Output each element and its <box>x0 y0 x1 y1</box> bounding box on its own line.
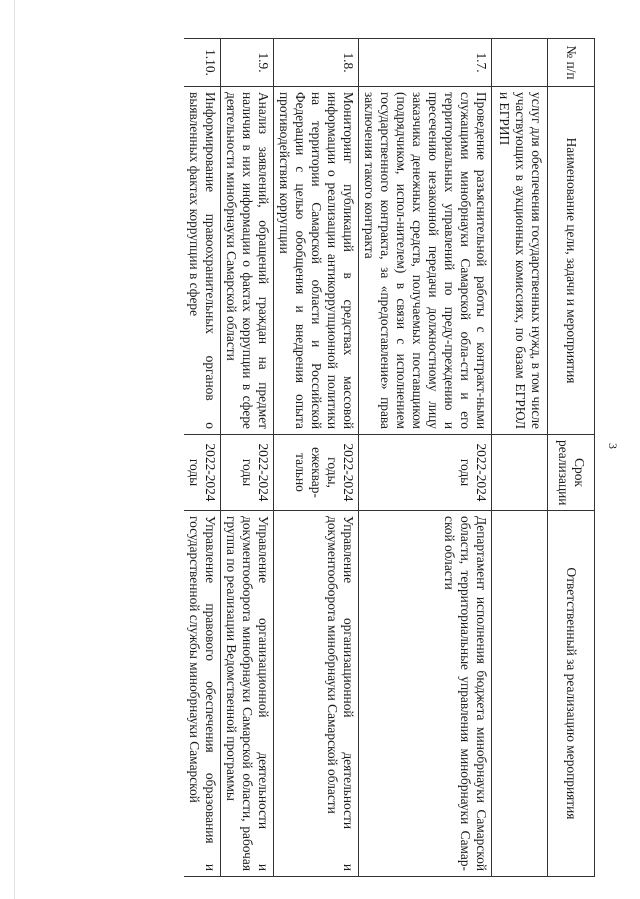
cell-responsible: Управление организационной деятельности и документооборота минобрнауки Самарской области <box>274 511 359 877</box>
cell-name: Мониторинг публикаций в средствах массовой информации о реализации антикоррупционной политики на территории Самарской области и Российской Федерации с целью обобщения и внедрения опыта противодействия коррупции <box>274 87 359 435</box>
measures-table <box>184 38 595 877</box>
cell-term: 2022-2024 годы <box>184 435 221 511</box>
header-num: № п/п <box>548 39 595 87</box>
cell-responsible: Департамент исполнения бюджета минобрнауки Самарской области, территориальные управления минобрнауки Самар-ской области <box>359 511 492 877</box>
header-name: Наименование цели, задачи и мероприятия <box>548 87 595 435</box>
table-row <box>274 39 359 877</box>
cell-term <box>492 435 548 511</box>
table-row <box>359 39 492 877</box>
cell-num: 1.8. <box>274 39 359 87</box>
cell-name: Анализ заявлений, обращений граждан на предмет наличия в них информации о фактах коррупции в сфере деятельности минобрнауки Самарской области <box>221 87 274 435</box>
table-row <box>184 39 221 877</box>
page-number: 3 <box>606 443 620 449</box>
cell-num: 1.7. <box>359 39 492 87</box>
table-header-row <box>548 39 595 877</box>
cell-term: 2022-2024 годы, ежеквар-тально <box>274 435 359 511</box>
cell-responsible: Управление правового обеспечения образования и государственной службы минобрнауки Самарской <box>184 511 221 877</box>
cell-responsible <box>492 511 548 877</box>
cell-term: 2022-2024 годы <box>221 435 274 511</box>
cell-name: услуг для обеспечения государственных нужд, в том числе участвующих в аукционных комиссиях, по базам ЕГРЮЛ и ЕГРИП <box>492 87 548 435</box>
cell-num: 1.10. <box>184 39 221 87</box>
table-row-continuation <box>492 39 548 877</box>
table-row <box>221 39 274 877</box>
cell-name: Проведение разъяснительной работы с контракт-ными служащими минобрнауки Самарской обла-сти и его территориальных управлений по преду-преждению и пресечению незаконной передачи должностному лицу заказчика денежных средств, получаемых поставщиком (подрядчиком, испол-нителем) в связи с исполнением государственного контракта, за «предоставление» права заключения такого контракта <box>359 87 492 435</box>
cell-term: 2022-2024 годы <box>359 435 492 511</box>
cell-num: 1.9. <box>221 39 274 87</box>
header-responsible: Ответственный за реализацию мероприятия <box>548 511 595 877</box>
cell-num <box>492 39 548 87</box>
header-term: Срок реализации <box>548 435 595 511</box>
cell-responsible: Управление организационной деятельности и документооборота минобрнауки Самарской области, рабочая группа по реализации Ведомственной программы <box>221 511 274 877</box>
cell-name: Информирование правоохранительных органов о выявленных фактах коррупции в сфере <box>184 87 221 435</box>
